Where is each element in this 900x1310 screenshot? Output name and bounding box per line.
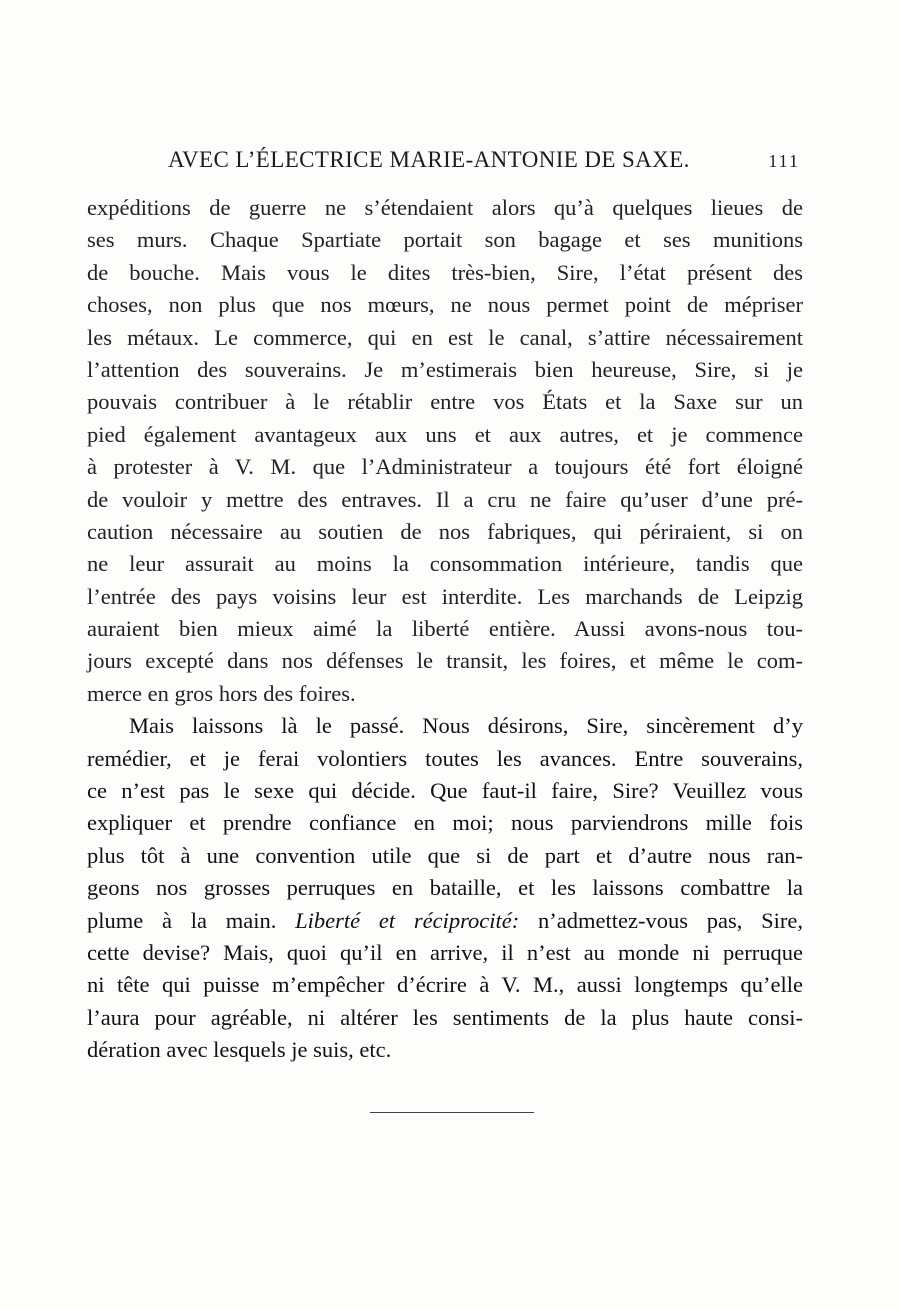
text-line: pied également avantageux aux uns et aux autres, et je commence: [87, 421, 803, 447]
running-title: AVEC L’ÉLECTRICE MARIE-ANTONIE DE SAXE.: [168, 147, 690, 172]
text-line: ce n’est pas le sexe qui décide. Que faut-il faire, Sire? Veuillez vous: [87, 778, 803, 804]
text-line: ni tête qui puisse m’empêcher d’écrire à V. M., aussi longtemps qu’elle: [87, 972, 803, 998]
text-line: ne leur assurait au moins la consommation intérieure, tandis que: [87, 551, 803, 577]
text-line: dération avec lesquels je suis, etc.: [87, 1037, 392, 1063]
paragraph-2: [87, 710, 803, 1066]
text-line: l’entrée des pays voisins leur est interdite. Les marchands de Leipzig: [87, 583, 803, 609]
text-line: geons nos grosses perruques en bataille, et les laissons combattre la: [87, 875, 803, 901]
text-line: expéditions de guerre ne s’étendaient alors qu’à quelques lieues de: [87, 195, 803, 220]
text-line: ses murs. Chaque Spartiate portait son bagage et ses munitions: [87, 227, 803, 253]
text-line: l’aura pour agréable, ni altérer les sentiments de la plus haute consi-: [87, 1004, 803, 1030]
text-line: caution nécessaire au soutien de nos fabriques, qui périraient, si on: [87, 518, 803, 544]
text-line: Mais laissons là le passé. Nous désirons, Sire, sincèrement d’y: [129, 713, 803, 739]
text-run: plume à la main.: [87, 907, 296, 933]
text-line: pouvais contribuer à le rétablir entre vos États et la Saxe sur un: [87, 389, 803, 415]
text-line: remédier, et je ferai volontiers toutes les avances. Entre souverains,: [87, 745, 803, 771]
text-line: jours excepté dans nos défenses le transit, les foires, et même le com-: [87, 648, 803, 674]
text-line: auraient bien mieux aimé la liberté entière. Aussi avons-nous tou-: [87, 616, 803, 642]
paragraph-1: [87, 192, 803, 710]
text-line: merce en gros hors des foires.: [87, 680, 356, 706]
text-line: de vouloir y mettre des entraves. Il a cru ne faire qu’user d’une pré-: [87, 486, 803, 512]
page-number: 111: [768, 151, 800, 171]
text-line: de bouche. Mais vous le dites très-bien, Sire, l’état présent des: [87, 259, 803, 285]
text-line: les métaux. Le commerce, qui en est le canal, s’attire nécessairement: [87, 324, 803, 350]
text-line-mixed: [87, 905, 803, 937]
italic-motto: Liberté et réciprocité:: [295, 907, 520, 933]
text-line: plus tôt à une convention utile que si de part et d’autre nous ran-: [87, 842, 803, 868]
running-head: [168, 147, 800, 177]
body-text: [87, 192, 803, 1067]
end-rule: [370, 1112, 534, 1113]
text-line: à protester à V. M. que l’Administrateur a toujours été fort éloigné: [87, 454, 803, 480]
text-line: l’attention des souverains. Je m’estimerais bien heureuse, Sire, si je: [87, 356, 803, 382]
text-run: n’admettez-vous pas, Sire,: [519, 907, 804, 933]
text-line: choses, non plus que nos mœurs, ne nous permet point de mépriser: [87, 292, 803, 318]
text-line: cette devise? Mais, quoi qu’il en arrive, il n’est au monde ni perruque: [87, 939, 803, 965]
text-line: expliquer et prendre confiance en moi; nous parviendrons mille fois: [87, 810, 803, 836]
